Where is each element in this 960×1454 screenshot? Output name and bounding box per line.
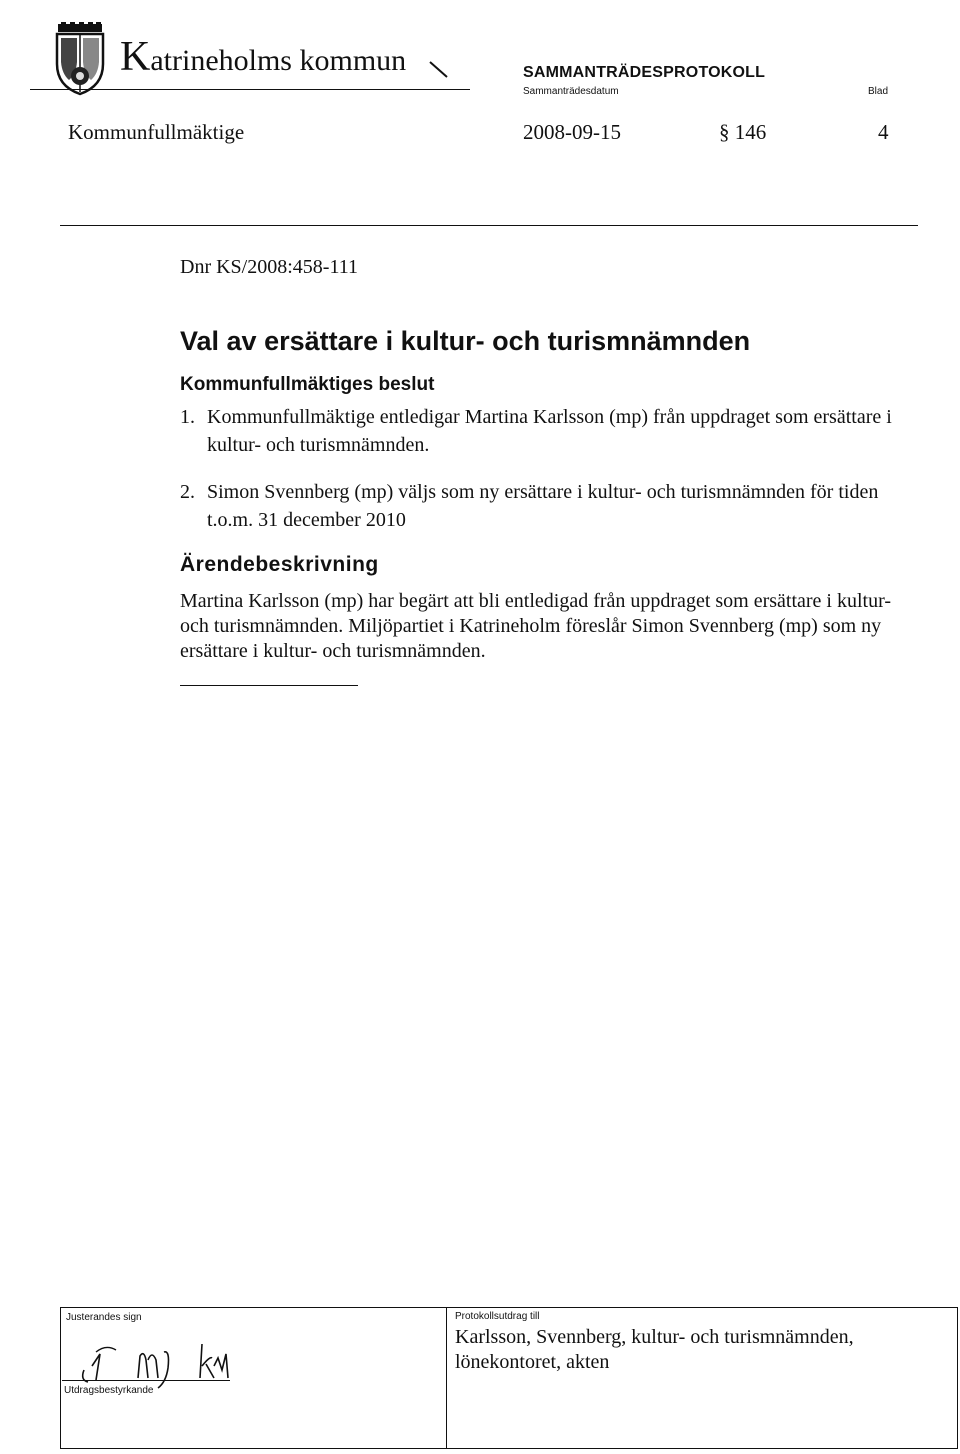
certifier-label: Utdragsbestyrkande [64,1385,154,1396]
paragraph-number: § 146 [719,120,767,144]
header-divider [60,225,918,226]
organization-name-rest: atrineholms kommun [150,44,407,77]
case-description: Martina Karlsson (mp) har begärt att bli entledigad från uppdraget som ersättare i kultur- och turismnämnden. Miljöpartiet i Katrineholm föreslår Simon Svennberg (mp) som ny ersättare i kultur- och turismnämnden. [180,590,892,662]
decision-list [180,403,900,534]
header-rule [30,89,470,90]
decision-heading: Kommunfullmäktiges beslut [180,374,435,395]
decision-item-number: 2. [180,481,195,503]
description-heading: Ärendebeskrivning [180,553,379,576]
case-reference-number: Dnr KS/2008:458-111 [180,256,358,278]
case-title: Val av ersättare i kultur- och turismnämnden [180,326,751,356]
decision-item [180,478,900,534]
organization-name [120,36,406,78]
sheet-label: Blad [868,86,889,97]
extract-recipients: Karlsson, Svennberg, kultur- och turismnämnden, lönekontoret, akten [455,1326,854,1373]
sheet-number: 4 [878,120,889,144]
document-type: SAMMANTRÄDESPROTOKOLL [523,64,766,81]
decision-item-text: Simon Svennberg (mp) väljs som ny ersättare i kultur- och turismnämnden för tiden t.o.m. 31 december 2010 [207,481,879,531]
body-name: Kommunfullmäktige [68,120,245,144]
footer-divider [446,1307,447,1449]
decision-item [180,403,900,459]
end-of-section-rule [180,685,358,686]
decision-item-text: Kommunfullmäktige entledigar Martina Karlsson (mp) från uppdraget som ersättare i kultur- och turismnämnden. [207,406,892,456]
meeting-date-label: Sammanträdesdatum [523,86,619,97]
decision-item-number: 1. [180,406,195,428]
extract-recipients-label: Protokollsutdrag till [455,1311,540,1322]
organization-initial: K [120,34,151,80]
meeting-date: 2008-09-15 [523,120,621,144]
logo-slash-mark [428,60,450,80]
municipal-crest-icon [52,22,108,96]
signers-label: Justerandes sign [66,1312,142,1323]
signature-line [62,1380,230,1381]
signature-initials-handwritten [76,1322,276,1392]
